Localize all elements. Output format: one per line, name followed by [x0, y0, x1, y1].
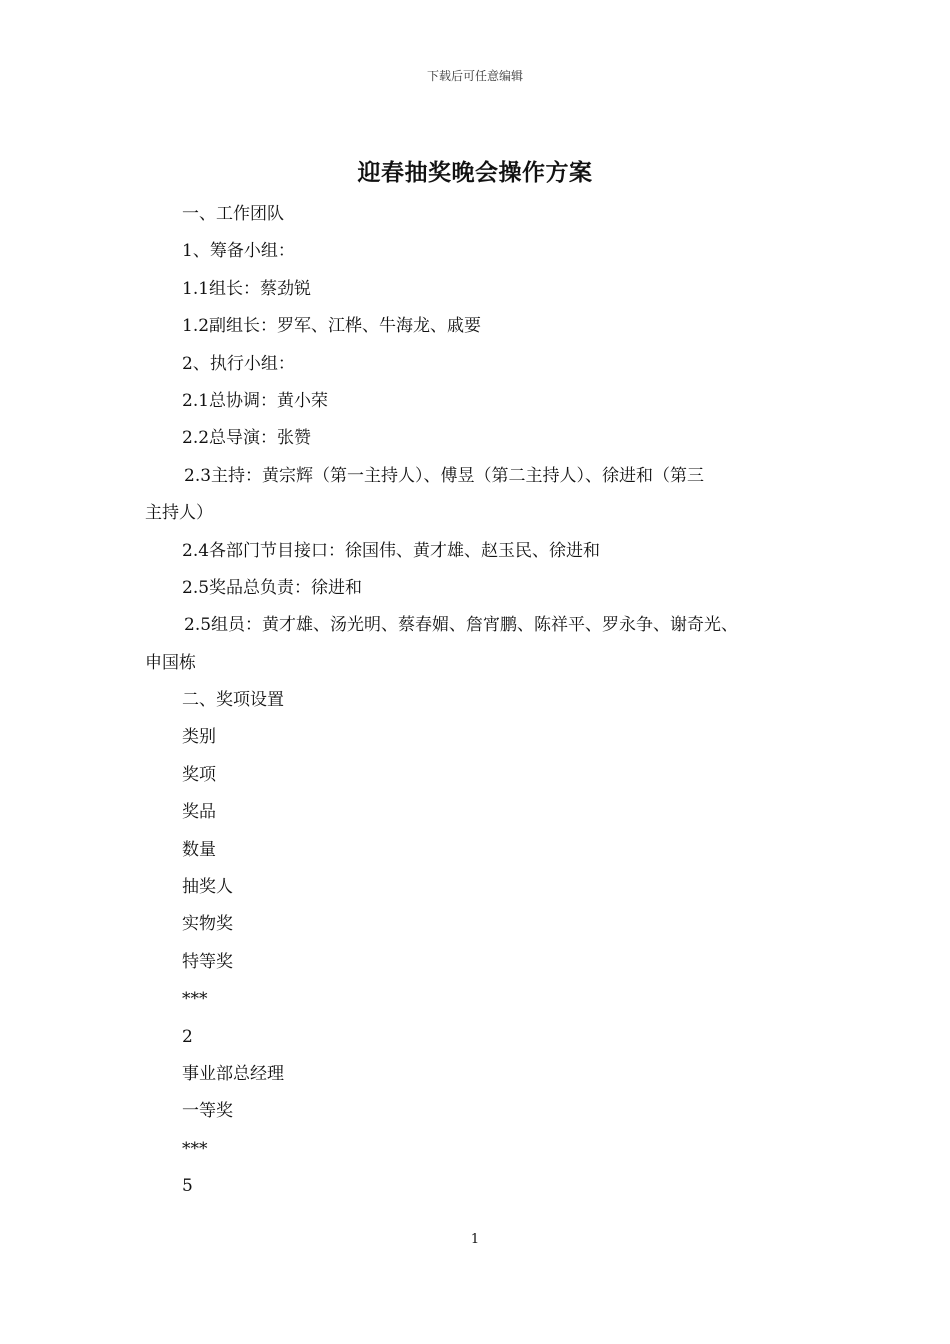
page-number: 1 [470, 1232, 480, 1247]
text-line: 1、筹备小组： [182, 241, 295, 262]
text-line: 2.3主持：黄宗辉（第一主持人）、傅昱（第二主持人）、徐进和（第三 [184, 465, 705, 486]
text-line: *** [182, 1138, 208, 1159]
text-line: 5 [182, 1176, 193, 1197]
text-line: 实物奖 [182, 914, 233, 935]
text-line: 2.5组员：黄才雄、汤光明、蔡春媚、詹宵鹏、陈祥平、罗永争、谢奇光、 [184, 615, 739, 636]
text-line: 数量 [182, 839, 216, 860]
document-body [145, 196, 825, 1206]
text-line: 2.2总导演：张赞 [182, 428, 312, 449]
text-line: 特等奖 [182, 951, 233, 972]
text-line: 2.1总协调：黄小荣 [182, 390, 329, 411]
text-line: 奖项 [182, 764, 216, 785]
text-line-continuation: 主持人） [145, 503, 213, 524]
text-line: 2.4各部门节目接口：徐国伟、黄才雄、赵玉民、徐进和 [182, 540, 601, 561]
text-line-continuation: 申国栋 [145, 652, 196, 673]
text-line: 2.5奖品总负责：徐进和 [182, 577, 363, 598]
text-line: 抽奖人 [182, 877, 233, 898]
section-heading-team: 一、工作团队 [182, 204, 284, 224]
text-line: 事业部总经理 [182, 1063, 284, 1084]
document-title: 迎春抽奖晚会操作方案 [357, 159, 593, 186]
text-line: 奖品 [182, 802, 216, 823]
text-line: 2、执行小组： [182, 353, 295, 374]
text-line: 1.2副组长：罗军、江桦、牛海龙、戚要 [182, 316, 482, 337]
text-line: *** [182, 989, 208, 1010]
text-line: 2 [182, 1026, 193, 1047]
text-line: 类别 [182, 727, 216, 748]
text-line: 一等奖 [182, 1101, 233, 1122]
section-heading-awards: 二、奖项设置 [182, 690, 284, 711]
text-line: 1.1组长：蔡劲锐 [182, 278, 312, 299]
page-header-note: 下载后可任意编辑 [426, 69, 523, 83]
